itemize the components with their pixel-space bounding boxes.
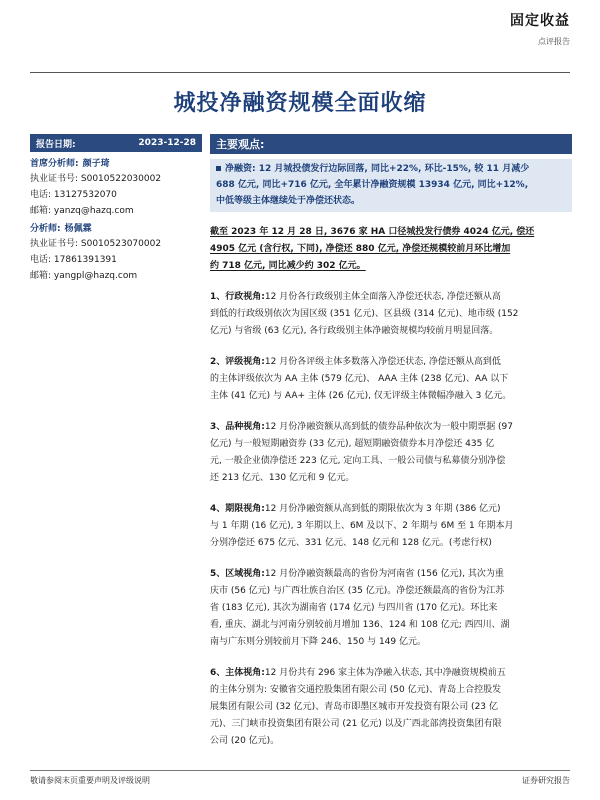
- highlight-line: 截至 2023 年 12 月 28 日, 3676 家 HA 口径城投发行债券 4024 亿元, 偿还: [210, 227, 535, 237]
- report-date-value: 2023-12-28: [138, 138, 196, 148]
- section-line: 12 月份净融资额从高到低的债券品种依次为一般中期票据 (97: [264, 422, 514, 432]
- main-content: [210, 134, 572, 750]
- section-line: 看, 重庆、湖北与河南分别较前月增加 136、124 和 108 亿元; 西四川、湖: [210, 620, 510, 630]
- section-line: 省 (183 亿元), 其次为湖南省 (174 亿元) 与四川省 (170 亿元)。环比来: [210, 603, 498, 613]
- section-heading: 4、期限视角:: [210, 504, 265, 514]
- highlight-line: 约 718 亿元, 同比减少约 302 亿元。: [210, 261, 366, 271]
- highlight-paragraph: [210, 224, 572, 275]
- summary-box: [210, 159, 572, 212]
- page-title: 城投净融资规模全面收缩: [173, 90, 427, 116]
- section-line: 12 月份共有 296 家主体为净融入状态, 其中净融资规模前五: [264, 668, 506, 678]
- summary-line-text: 净融资: 12 月城投债发行边际回落, 同比+22%, 环比-15%, 较 11 月减少: [225, 164, 530, 174]
- section-administrative: [210, 289, 572, 340]
- section-line: 元)、三门峡市投资集团有限公司 (21 亿元) 以及广西北部湾投资集团有限: [210, 719, 502, 729]
- section-line: 庆市 (56 亿元) 与广西壮族自治区 (35 亿元)。净偿还额最高的省份为江苏: [210, 586, 505, 596]
- footer-divider: [30, 770, 570, 771]
- section-line: 南与广东则分别较前月下降 246、150 与 149 亿元。: [210, 637, 426, 647]
- section-line: 亿元) 与省级 (63 亿元), 各行政级别主体净融资规模均较前月明显回落。: [210, 326, 499, 336]
- section-line: 12 月份净融资额从高到低的期限依次为 3 年期 (386 亿元): [264, 504, 501, 514]
- section-line: 公司 (20 亿元)。: [210, 736, 280, 746]
- analyst-name: 杨佩霖: [64, 223, 92, 234]
- analyst-email[interactable]: 邮箱: yangpl@hazq.com: [30, 270, 138, 281]
- key-points-heading: 主要观点:: [210, 134, 572, 154]
- section-heading: 6、主体视角:: [210, 668, 265, 678]
- analyst-cert: 执业证书号: S0010523070002: [30, 238, 162, 249]
- bullet-square-icon: [216, 166, 221, 171]
- section-region: [210, 566, 572, 651]
- section-line: 展集团有限公司 (32 亿元)、青岛市即墨区城市开发投资有限公司 (23 亿: [210, 702, 498, 712]
- section-heading: 5、区域视角:: [210, 569, 265, 579]
- summary-line: 688 亿元, 同比+716 亿元, 全年累计净融资规模 13934 亿元, 同比+12%,: [216, 180, 529, 190]
- analyst-heading: [30, 220, 202, 234]
- section-line: 主体 (41 亿元) 与 AA+ 主体 (26 亿元), 仅无评级主体微幅净融入 3 亿元。: [210, 391, 512, 401]
- section-line: 12 月份各评级主体多数落入净偿还状态, 净偿还额从高到低: [264, 357, 501, 367]
- section-heading: 1、行政视角:: [210, 292, 265, 302]
- chief-analyst-phone: 电话: 13127532070: [30, 189, 117, 200]
- chief-analyst-label: 首席分析师:: [30, 158, 79, 169]
- page-footer: [30, 770, 570, 786]
- summary-line: [216, 161, 566, 177]
- analyst-label: 分析师:: [30, 223, 61, 234]
- section-line: 分别净偿还 675 亿元、331 亿元、148 亿元和 128 亿元。(考虑行权): [210, 538, 492, 548]
- header-divider: [30, 72, 570, 73]
- highlight-line: 4905 亿元 (含行权, 下同), 净偿还 880 亿元, 净偿还规模较前月环比增加: [210, 244, 511, 254]
- section-line: 的主体评级依次为 AA 主体 (579 亿元)、 AAA 主体 (238 亿元)、AA 以下: [210, 374, 509, 384]
- chief-analyst-heading: [30, 155, 202, 169]
- analyst-phone: 电话: 17861391391: [30, 254, 117, 265]
- section-line: 元, 一般企业债净偿还 223 亿元, 定向工具、一般公司债与私募债分别净偿: [210, 456, 506, 466]
- report-header: [510, 10, 570, 47]
- chief-analyst-cert: 执业证书号: S0010522030002: [30, 173, 162, 184]
- footer-firm: 证券研究报告: [522, 776, 570, 785]
- section-line: 与 1 年期 (16 亿元), 3 年期以上、6M 及以下、2 年期与 6M 至 1 年期本月: [210, 521, 514, 531]
- analyst-sidebar: [30, 134, 202, 282]
- summary-line: 中低等级主体继续处于净偿还状态。: [216, 196, 361, 206]
- report-category: 固定收益: [510, 13, 570, 29]
- section-rating: [210, 354, 572, 405]
- section-line: 还 213 亿元、130 亿元和 9 亿元。: [210, 473, 355, 483]
- section-line: 的主体分别为: 安徽省交通控股集团有限公司 (50 亿元)、青岛上合控股发: [210, 685, 502, 695]
- section-line: 亿元) 与一般短期融资券 (33 亿元), 超短期融资债券本月净偿还 435 亿: [210, 439, 495, 449]
- section-line: 12 月份各行政级别主体全面落入净偿还状态, 净偿还额从高: [264, 292, 501, 302]
- section-line: 12 月份净融资额最高的省份为河南省 (156 亿元), 其次为重: [264, 569, 504, 579]
- section-heading: 2、评级视角:: [210, 357, 265, 367]
- section-heading: 3、品种视角:: [210, 422, 265, 432]
- chief-analyst-name: 颜子琦: [82, 158, 110, 169]
- footer-disclaimer[interactable]: 敬请参阅末页重要声明及评级说明: [30, 776, 150, 785]
- report-date-label: 报告日期:: [36, 139, 76, 150]
- section-line: 到低的行政级别依次为国区级 (351 亿元)、区县级 (314 亿元)、地市级 (152: [210, 309, 519, 319]
- chief-analyst-email[interactable]: 邮箱: yanzq@hazq.com: [30, 205, 134, 216]
- section-maturity: [210, 501, 572, 552]
- section-issuer: [210, 665, 572, 750]
- report-type: 点评报告: [538, 37, 570, 46]
- section-product: [210, 419, 572, 487]
- report-date-bar: [30, 134, 202, 152]
